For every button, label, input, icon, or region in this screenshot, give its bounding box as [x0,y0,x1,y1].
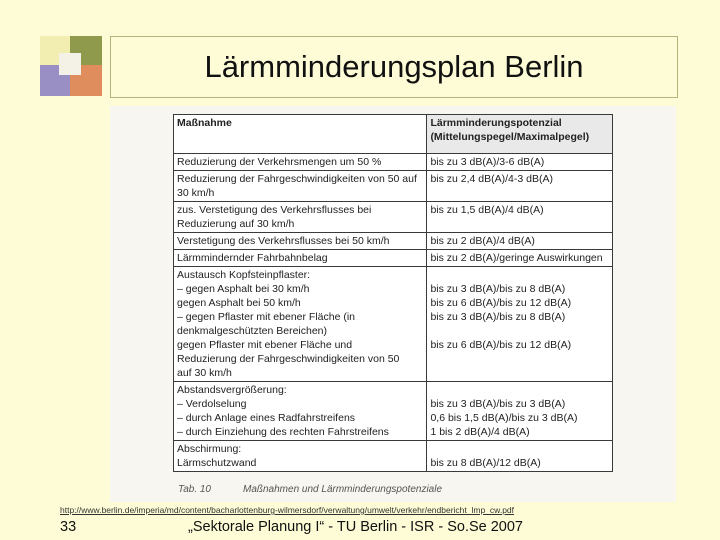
cell-line: Reduzierung auf 30 km/h [177,218,295,230]
cell-line: gegen Pflaster mit ebener Fläche und [177,339,353,351]
table-image [110,106,676,502]
cell-line: gegen Asphalt bei 50 km/h [177,297,301,309]
cell-line: – durch Einziehung des rechten Fahrstreifens [177,426,389,438]
slide-title: Lärmminderungsplan Berlin [110,36,678,98]
measure-cell [174,202,427,233]
measure-cell [174,441,427,472]
cell-line: – gegen Pflaster mit ebener Fläche (in [177,311,356,323]
potential-cell [427,171,613,202]
potential-cell [427,250,613,267]
cell-line: – Verdolselung [177,398,247,410]
cell-line: – durch Anlage eines Radfahrstreifens [177,412,356,424]
table-row [174,441,613,472]
cell-line [430,324,609,338]
measures-table [173,114,613,472]
cell-line: bis zu 3 dB(A)/bis zu 8 dB(A) [430,311,566,323]
cell-line: zus. Verstetigung des Verkehrsflusses bei [177,204,372,216]
cell-line: 30 km/h [177,187,215,199]
cell-line: Reduzierung der Fahrgeschwindigkeiten von 50 [177,353,400,365]
cell-line: denkmalgeschützten Bereichen) [177,325,328,337]
table-row [174,154,613,171]
measure-cell [174,233,427,250]
potential-cell [427,233,613,250]
table-row [174,267,613,382]
potential-cell [427,382,613,441]
logo-square-center [59,53,81,75]
table-row [174,382,613,441]
cell-line: bis zu 3 dB(A)/bis zu 3 dB(A) [430,398,566,410]
measure-cell [174,250,427,267]
potential-cell [427,441,613,472]
cell-line: bis zu 2 dB(A)/4 dB(A) [430,235,535,247]
table-header-row [174,115,613,154]
table-row [174,202,613,233]
cell-line: Abstandsvergrößerung: [177,384,287,396]
cell-line: Austausch Kopfsteinpflaster: [177,269,311,281]
source-link[interactable]: http://www.berlin.de/imperia/md/content/bacharlottenburg-wilmersdorf/verwaltung/umwelt/verkehr/endbericht_lmp_cw.pdf [60,505,515,515]
cell-line: Abschirmung: [177,443,242,455]
measure-cell [174,171,427,202]
cell-line: auf 30 km/h [177,367,232,379]
cell-line [430,366,609,380]
cell-line: 1 bis 2 dB(A)/4 dB(A) [430,426,530,438]
header-measure: Maßnahme [174,115,427,154]
cell-line: Lärmmindernder Fahrbahnbelag [177,252,328,264]
header-potential: Lärmminderungspotenzial (Mittelungspegel/Maximalpegel) [427,115,613,154]
page-number: 33 [60,519,77,535]
potential-cell [427,202,613,233]
table-row [174,171,613,202]
cell-line [430,383,609,397]
cell-line: Reduzierung der Fahrgeschwindigkeiten von 50 auf [177,173,417,185]
cell-line: bis zu 6 dB(A)/bis zu 12 dB(A) [430,339,572,351]
cell-line: bis zu 1,5 dB(A)/4 dB(A) [430,204,544,216]
cell-line: bis zu 8 dB(A)/12 dB(A) [430,457,541,469]
cell-line: bis zu 3 dB(A)/3-6 dB(A) [430,156,545,168]
cell-line: bis zu 6 dB(A)/bis zu 12 dB(A) [430,297,572,309]
table-row [174,250,613,267]
potential-cell [427,154,613,171]
cell-line: bis zu 2,4 dB(A)/4-3 dB(A) [430,173,553,185]
measure-cell [174,382,427,441]
cell-line [430,352,609,366]
cell-line: Lärmschutzwand [177,457,257,469]
cell-line: bis zu 2 dB(A)/geringe Auswirkungen [430,252,603,264]
table-caption: Tab. 10 Maßnahmen und Lärmminderungspotenziale [178,484,443,495]
cell-line: Reduzierung der Verkehrsmengen um 50 % [177,156,382,168]
slide-logo [40,36,102,96]
cell-line [430,268,609,282]
measure-cell [174,154,427,171]
measure-cell [174,267,427,382]
table-row [174,233,613,250]
potential-cell [427,267,613,382]
cell-line: bis zu 3 dB(A)/bis zu 8 dB(A) [430,283,566,295]
cell-line: Verstetigung des Verkehrsflusses bei 50 km/h [177,235,390,247]
footer-text: „Sektorale Planung I“ - TU Berlin - ISR - So.Se 2007 [188,519,523,535]
cell-line: 0,6 bis 1,5 dB(A)/bis zu 3 dB(A) [430,412,578,424]
cell-line: – gegen Asphalt bei 30 km/h [177,283,310,295]
cell-line [430,442,609,456]
